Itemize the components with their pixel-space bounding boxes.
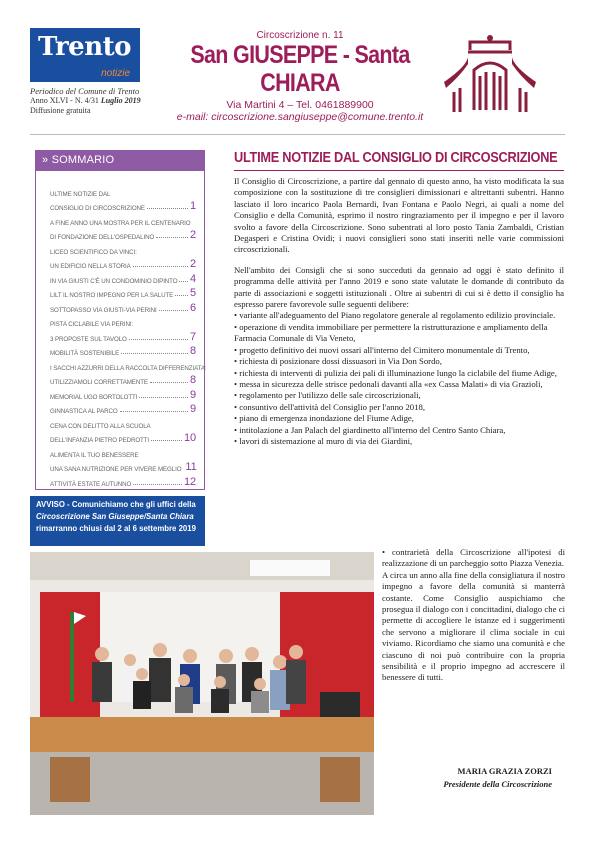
article-body [234, 176, 564, 447]
list-item: • richiesta di posizionare dossi dissuasori in Via Don Sordo, [234, 356, 442, 367]
logo-subtitle: notizie [101, 68, 130, 79]
notice-office: Circoscrizione San Giuseppe/Santa Chiara [36, 512, 194, 521]
toc-entry [50, 299, 196, 314]
toc-entry [50, 328, 196, 343]
logo-title: Trento [38, 32, 131, 62]
toc-leader-dots [156, 237, 188, 238]
trento-notizie-logo [30, 28, 140, 82]
masthead-address: Via Martini 4 – Tel. 0461889900 [226, 99, 374, 111]
toc-page-number: 1 [189, 200, 196, 212]
toc-leader-dots [175, 295, 188, 296]
toc-entry [50, 415, 196, 430]
masthead [160, 30, 440, 123]
toc-page-number: 12 [183, 475, 196, 488]
toc-page-number: 7 [189, 330, 196, 343]
toc-entry-title: IN VIA GIUSTI C'È UN CONDOMINIO DIPINTO [50, 277, 178, 285]
list-item: • consuntivo dell'attività del Consiglio per l'anno 2018, [234, 401, 425, 412]
toc-entry [50, 241, 196, 256]
toc-entry-title: CENA CON DELITTO ALLA SCUOLA [50, 422, 151, 430]
masthead-title: San GIUSEPPE - Santa CHIARA [190, 41, 410, 97]
masthead-email[interactable]: e-mail: circoscrizione.sangiuseppe@comune.trento.it [176, 111, 424, 123]
toc-leader-dots [133, 266, 188, 267]
toc-entry-title: I SACCHI AZZURRI DELLA RACCOLTA DIFFERENZIATA: [50, 364, 207, 372]
list-item: • richiesta di interventi di pulizia dei pali di illuminazione lungo la ciclabile del fiume Adige, [234, 367, 557, 378]
toc-leader-dots [150, 382, 188, 383]
toc-entry-title: PISTA CICLABILE VIA PERINI: [50, 321, 134, 328]
toc-entry [50, 343, 196, 358]
toc-page-number: 5 [189, 287, 196, 299]
toc-entry [50, 314, 196, 329]
toc-entry-title: MOBILITÀ SOSTENIBILE [50, 350, 120, 357]
list-item: • progetto definitivo dei nuovi ossari all'interno del Cimitero monumentale di Trento, [234, 344, 530, 355]
toc-entry [50, 285, 196, 300]
council-group-photo [30, 552, 374, 815]
toc-entry [50, 430, 196, 445]
toc-page-number: 11 [185, 461, 197, 473]
list-item: • intitolazione a Jan Palach del giardinetto all'interno del Centro Santo Chiara, [234, 424, 506, 435]
gate-emblem-icon [440, 30, 540, 120]
distribution-note: Diffusione gratuita [30, 106, 91, 115]
toc-entry-title: UN EDIFICIO NELLA STORIA [50, 263, 131, 270]
toc-page-number: 10 [183, 432, 196, 444]
toc-leader-dots [151, 440, 182, 441]
toc-entry [50, 386, 196, 401]
toc-entry-title: ULTIME NOTIZIE DAL [50, 190, 111, 198]
signature [382, 765, 552, 791]
closure-notice [30, 496, 205, 546]
toc-entry-title: LILT IL NOSTRO IMPEGNO PER LA SALUTE [50, 292, 174, 299]
toc-page-number: 9 [189, 403, 196, 415]
deliberation-list [234, 310, 564, 447]
toc-leader-dots [121, 353, 188, 354]
issue-number: Anno XLVI - N. 4/31 [30, 96, 99, 105]
title-underline [234, 170, 564, 171]
toc-leader-dots [139, 397, 188, 398]
toc-leader-dots [129, 339, 188, 340]
toc-entry-title: A FINE ANNO UNA MOSTRA PER IL CENTENARIO [50, 219, 191, 227]
toc-entry-title: CONSIGLIO DI CIRCOSCRIZIONE [50, 205, 145, 212]
toc-entry [50, 459, 196, 474]
signature-role: Presidente della Circoscrizione [443, 779, 552, 789]
toc-entry [50, 270, 196, 285]
article-title: ULTIME NOTIZIE DAL CONSIGLIO DI CIRCOSCRIZIONE [234, 150, 558, 166]
toc-page-number: 4 [189, 272, 196, 285]
notice-dates: rimarranno chiusi dal 2 al 6 settembre 2019 [36, 524, 196, 533]
toc-leader-dots [120, 411, 188, 412]
publication-name: Periodico del Comune di Trento [30, 86, 140, 96]
toc-list [36, 171, 207, 488]
toc-entry-title: 3 PROPOSTE SUL TAVOLO [50, 335, 127, 343]
toc-entry-title: MEMORIAL UGO BORTOLOTTI [50, 393, 138, 401]
list-item: • regolamento per l'utilizzo delle sale circoscrizionali, [234, 390, 421, 401]
issue-line [30, 96, 141, 106]
toc-leader-dots [147, 208, 188, 209]
paragraph: Il Consiglio di Circoscrizione, a partire dal gennaio di questo anno, ha visto modificata la sua composizione con la sostituzione di tre consiglieri dimissionari e altrettanti subentri. Hanno lasciato il loro incarico Paola Bernardi, Ivan Fontana e Paolo Negri, ai quali a nome del Consiglio e della Comunità, esprimo il nostro ringraziamento per il impegno e per il lavoro svolto a favore della Circoscrizione. Sono subentrati al loro posto Tania Zambaldi, Cristian Degasperi e Cristina Ovidi; i nuovi consiglieri sono stati inseriti nelle varie commissioni circoscrizionali. [234, 176, 564, 255]
toc-page-number: 9 [189, 388, 196, 401]
toc-entry-title: DI FONDAZIONE DELL'OSPEDALINO [50, 234, 155, 241]
toc-entry-title: UTILIZZIAMOLI CORRETTAMENTE [50, 379, 148, 386]
toc-entry [50, 198, 196, 213]
table-of-contents [35, 150, 205, 490]
toc-entry [50, 256, 196, 271]
toc-page-number: 6 [189, 301, 196, 314]
toc-entry [50, 372, 196, 387]
toc-page-number: 8 [189, 374, 196, 386]
toc-leader-dots [133, 484, 182, 485]
toc-leader-dots [179, 281, 188, 282]
signature-name: MARIA GRAZIA ZORZI [457, 766, 552, 776]
paragraph: Nell'ambito dei Consigli che si sono succeduti da gennaio ad oggi è stato definito il programma delle attività per l'anno 2019 e sono state valutate le domande di contributo da parte di associazioni e soggetti istituzionali . Oltre ai subentri di cui si è detto il consiglio ha espresso parere favorevole sulle seguenti delibere: [234, 264, 564, 310]
toc-entry [50, 227, 196, 242]
toc-entry-title: SOTTOPASSO VIA GIUSTI-VIA PERINI [50, 306, 157, 314]
article-continuation [382, 547, 565, 684]
header-divider [30, 134, 565, 135]
toc-entry-title: ALIMENTA IL TUO BENESSERE [50, 451, 139, 459]
toc-entry-title: DELL'INFANZIA PIETRO PEDROTTI [50, 437, 150, 444]
toc-leader-dots [159, 310, 188, 311]
list-item: • piano di emergenza inondazione del Fiume Adige, [234, 413, 414, 424]
list-item: • contrarietà della Circoscrizione all'ipotesi di realizzazione di un parcheggio sotto Piazza Venezia. [382, 547, 565, 569]
list-item: • variante all'adeguamento del Piano regolatore generale al regolamento edilizio provinciale. [234, 310, 556, 321]
toc-entry [50, 401, 196, 416]
toc-entry-title: LICEO SCIENTIFICO DA VINCI: [50, 248, 137, 256]
toc-entry-title: GINNASTICA AL PARCO [50, 408, 118, 415]
toc-entry [50, 444, 196, 459]
paragraph: A circa un anno alla fine della consigliatura il nostro impegno a favore della comunità si manterrà costante. Come Consiglio auspichiamo che prosegua il dialogo con i concittadini, dialogo che ci permette di accogliere le istanze ed i suggerimenti che servono a migliorare il clima sociale in cui viviamo. Ricordiamo che siamo una comunità e che ciascuno di noi può contribuire con la propria sensibilità e il proprio impegno ad accrescere il benessere di tutti. [382, 569, 565, 683]
notice-lead: AVVISO - Comunichiamo che gli uffici della [36, 500, 196, 509]
toc-entry [50, 473, 196, 488]
toc-entry [50, 357, 207, 372]
circoscrizione-number: Circoscrizione n. 11 [256, 30, 344, 41]
publication-meta [30, 86, 141, 116]
toc-page-number: 8 [189, 345, 196, 357]
toc-entry-title: ATTIVITÀ ESTATE AUTUNNO [50, 480, 132, 488]
list-item: • operazione di vendita immobiliare per permettere la ristrutturazione e ampliamento della Farmacia Comunale di Via Veneto, [234, 321, 548, 344]
toc-page-number: 2 [189, 229, 196, 241]
list-item: • messa in sicurezza delle strisce pedonali davanti alla «ex Cassa Malati» di via Grazioli, [234, 378, 543, 389]
toc-heading: » SOMMARIO [36, 151, 204, 171]
toc-entry-title: UNA SANA NUTRIZIONE PER VIVERE MEGLIO [50, 466, 182, 473]
toc-page-number: 2 [189, 258, 196, 270]
list-item: • lavori di sistemazione al muro di via dei Giardini, [234, 435, 413, 446]
toc-entry [50, 212, 196, 227]
issue-month: Luglio 2019 [100, 96, 141, 105]
toc-entry [50, 183, 196, 198]
